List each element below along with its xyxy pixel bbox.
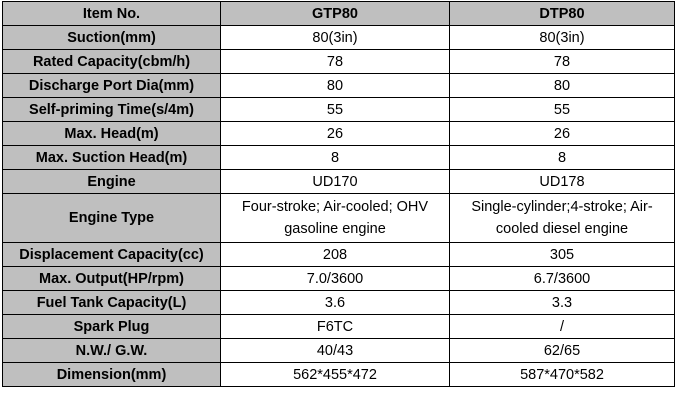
- cell-gtp80: UD170: [221, 170, 450, 194]
- header-gtp80: GTP80: [221, 2, 450, 26]
- row-label: Self-priming Time(s/4m): [3, 98, 221, 122]
- cell-dtp80: Single-cylinder;4-stroke; Air-cooled diesel engine: [450, 194, 675, 243]
- row-label: Max. Output(HP/rpm): [3, 267, 221, 291]
- row-label: Spark Plug: [3, 315, 221, 339]
- cell-dtp80: 3.3: [450, 291, 675, 315]
- table-row: [3, 74, 675, 98]
- cell-dtp80: 305: [450, 243, 675, 267]
- table-row: [3, 194, 675, 243]
- table-row: [3, 315, 675, 339]
- table-row: [3, 170, 675, 194]
- table-row: [3, 363, 675, 387]
- row-label: Max. Suction Head(m): [3, 146, 221, 170]
- cell-dtp80: UD178: [450, 170, 675, 194]
- table-row: [3, 26, 675, 50]
- row-label: Fuel Tank Capacity(L): [3, 291, 221, 315]
- table-row: [3, 243, 675, 267]
- cell-dtp80: 6.7/3600: [450, 267, 675, 291]
- cell-dtp80: /: [450, 315, 675, 339]
- cell-dtp80: 78: [450, 50, 675, 74]
- cell-dtp80: 62/65: [450, 339, 675, 363]
- cell-dtp80: 80: [450, 74, 675, 98]
- cell-gtp80: 80(3in): [221, 26, 450, 50]
- table-row: [3, 122, 675, 146]
- row-label: Displacement Capacity(cc): [3, 243, 221, 267]
- table-row: [3, 267, 675, 291]
- cell-dtp80: 8: [450, 146, 675, 170]
- cell-gtp80: 78: [221, 50, 450, 74]
- header-dtp80: DTP80: [450, 2, 675, 26]
- cell-dtp80: 55: [450, 98, 675, 122]
- row-label: Engine Type: [3, 194, 221, 243]
- cell-gtp80: 55: [221, 98, 450, 122]
- spec-table: [2, 1, 675, 387]
- table-header-row: [3, 2, 675, 26]
- table-row: [3, 146, 675, 170]
- row-label: Engine: [3, 170, 221, 194]
- cell-gtp80: 3.6: [221, 291, 450, 315]
- table-row: [3, 50, 675, 74]
- cell-gtp80: 7.0/3600: [221, 267, 450, 291]
- row-label: Discharge Port Dia(mm): [3, 74, 221, 98]
- cell-gtp80: Four-stroke; Air-cooled; OHV gasoline engine: [221, 194, 450, 243]
- row-label: N.W./ G.W.: [3, 339, 221, 363]
- row-label: Dimension(mm): [3, 363, 221, 387]
- row-label: Max. Head(m): [3, 122, 221, 146]
- row-label: Rated Capacity(cbm/h): [3, 50, 221, 74]
- table-row: [3, 339, 675, 363]
- cell-gtp80: 562*455*472: [221, 363, 450, 387]
- cell-dtp80: 80(3in): [450, 26, 675, 50]
- header-item-no: Item No.: [3, 2, 221, 26]
- cell-gtp80: 8: [221, 146, 450, 170]
- cell-dtp80: 26: [450, 122, 675, 146]
- cell-gtp80: 208: [221, 243, 450, 267]
- cell-dtp80: 587*470*582: [450, 363, 675, 387]
- cell-gtp80: 26: [221, 122, 450, 146]
- table-row: [3, 291, 675, 315]
- cell-gtp80: 40/43: [221, 339, 450, 363]
- cell-gtp80: F6TC: [221, 315, 450, 339]
- cell-gtp80: 80: [221, 74, 450, 98]
- row-label: Suction(mm): [3, 26, 221, 50]
- table-row: [3, 98, 675, 122]
